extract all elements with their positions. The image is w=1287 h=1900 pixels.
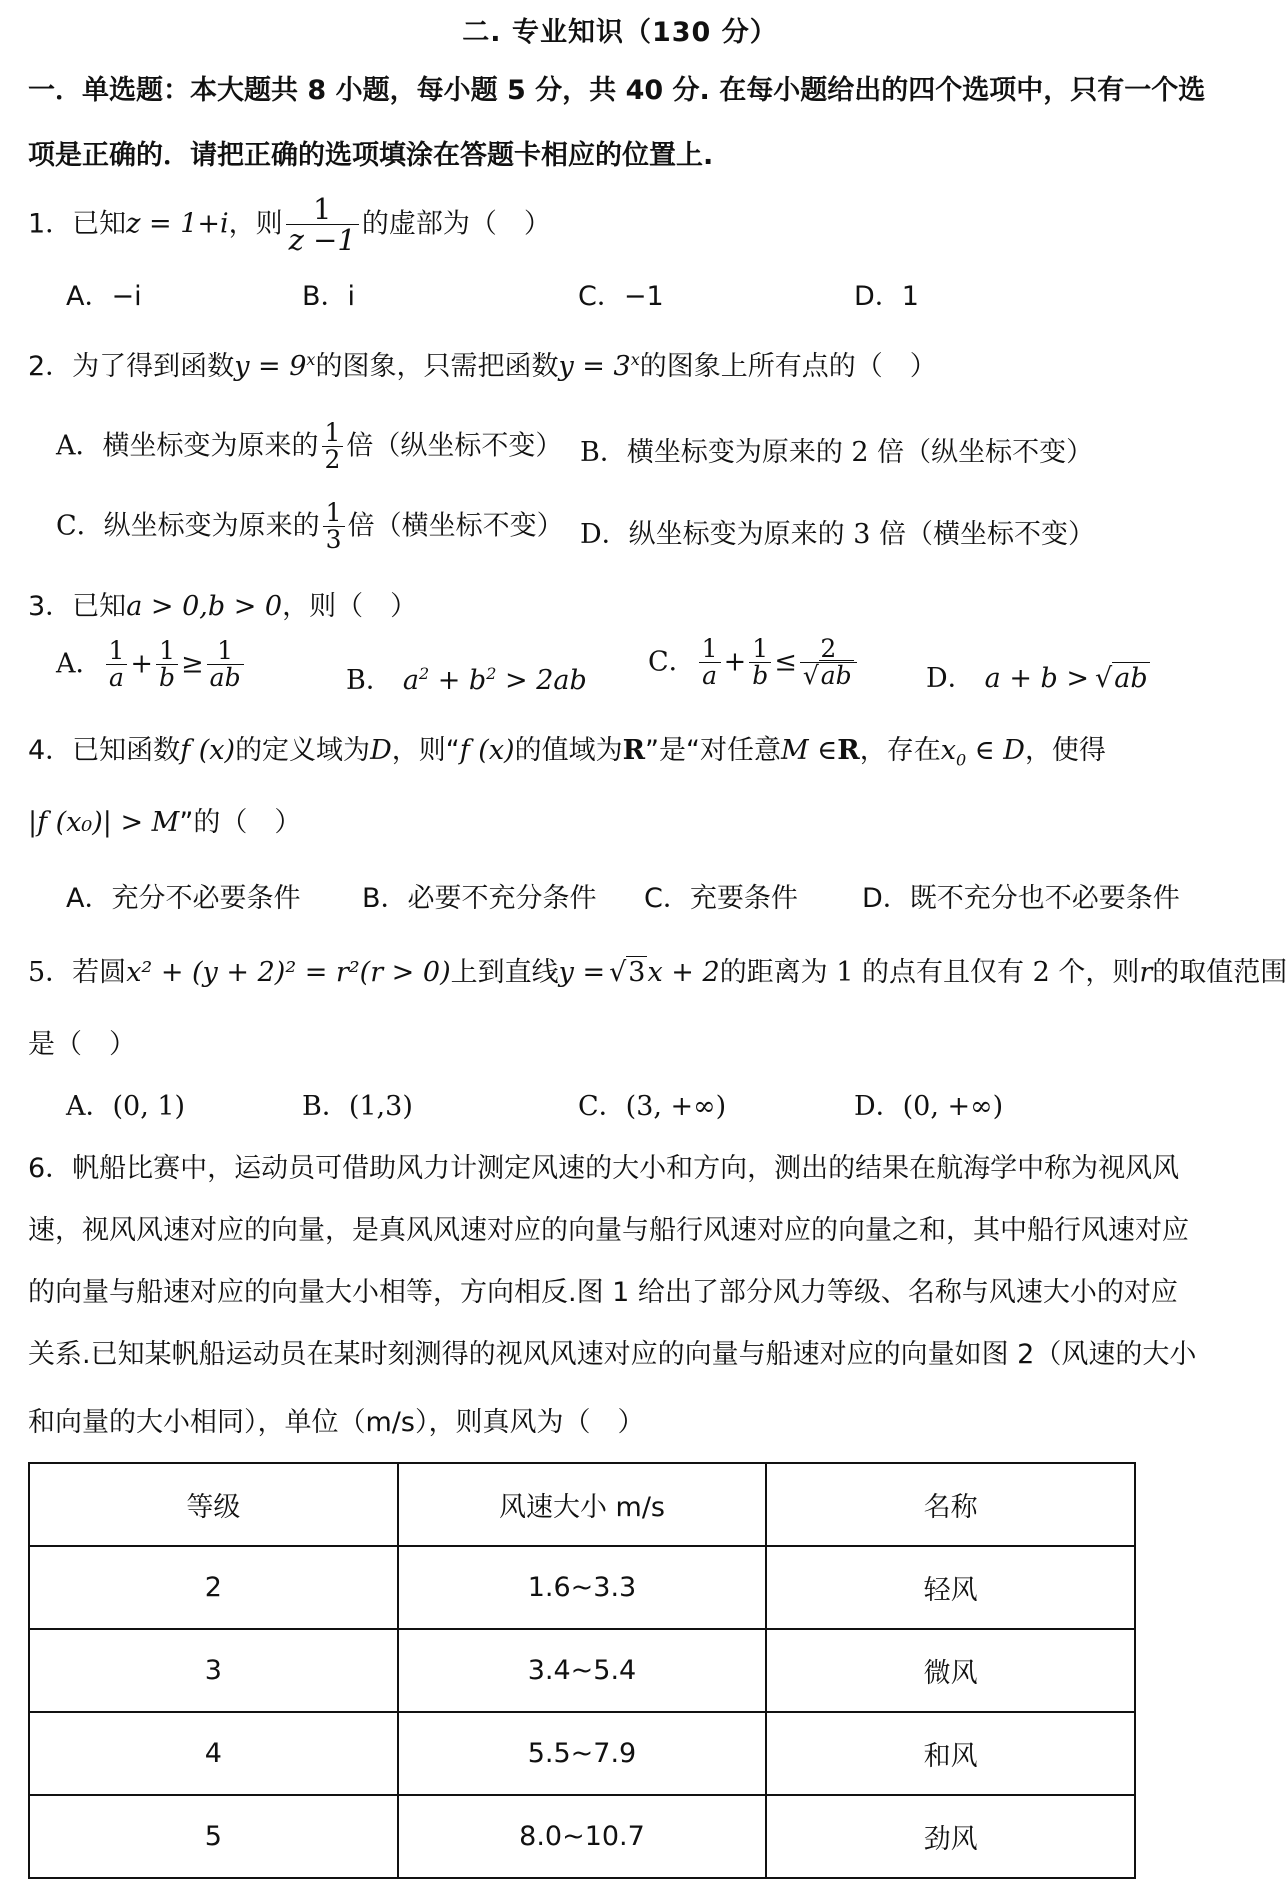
q1-option-d: D．1 [854, 281, 919, 312]
q3-suffix: ，则（ ） [282, 591, 418, 622]
table-header-row [29, 1463, 1135, 1546]
question-6-line-1: 6．帆船比赛中，运动员可借助风力计测定风速的大小和方向，测出的结果在航海学中称为视风风 [28, 1153, 1180, 1184]
q1-suffix: 的虚部为（ ） [361, 208, 551, 240]
q3-prefix: 3．已知 [28, 591, 127, 622]
q2-option-b: B．横坐标变为原来的 2 倍（纵坐标不变） [580, 437, 1094, 468]
question-4-line-2: |f (x₀)| > M”的（ ） [28, 807, 302, 838]
q2-prefix: 2．为了得到函数 [28, 351, 235, 382]
q1-frac-denominator: z −1 [288, 223, 356, 258]
q3-option-b: B． $a^2 + b^2 > 2ab$ [346, 664, 587, 696]
q1-mid: ，则 [228, 208, 283, 240]
table-cell: 4 [29, 1712, 398, 1795]
q2-suffix: 的图象上所有点的（ ） [639, 351, 937, 382]
question-6-line-4: 关系.已知某帆船运动员在某时刻测得的视风风速对应的向量与船速对应的向量如图 2（风速的大小 [28, 1339, 1197, 1370]
q5-option-d: D．(0, +∞) [854, 1091, 1004, 1122]
table-row [29, 1546, 1135, 1629]
q1-fraction [286, 194, 359, 256]
table-cell: 1.6~3.3 [398, 1546, 767, 1629]
q3-option-d: D． a + b > √ab [926, 663, 1148, 694]
question-5-line-2: 是（ ） [28, 1029, 136, 1060]
wind-scale-table [28, 1462, 1136, 1879]
q5-circle-equation: x² + (y + 2)² = r²(r > 0) [126, 957, 451, 988]
table-header-cell: 名称 [766, 1463, 1135, 1546]
table-header-cell: 等级 [29, 1463, 398, 1546]
table-row [29, 1795, 1135, 1878]
question-5: 5．若圆x² + (y + 2)² = r²(r > 0)上到直线y = √3x + 2的距离为 1 的点有且仅有 2 个，则r的取值范围 [28, 957, 1287, 988]
q5-option-b: B．(1,3) [302, 1091, 413, 1122]
q2-option-c: C．纵坐标变为原来的 $\frac{1}{3}$ 倍（横坐标不变） [56, 498, 564, 555]
table-cell: 劲风 [766, 1795, 1135, 1878]
q2-option-a-fraction: $\frac{1}{2}$ [322, 420, 344, 474]
table-cell: 5.5~7.9 [398, 1712, 767, 1795]
q1-prefix: 1．已知 [28, 208, 127, 240]
question-3 [28, 584, 417, 623]
q2-mid: 的图象，只需把函数 [315, 351, 559, 382]
q1-option-b: B．i [302, 281, 356, 312]
question-6-line-2: 速，视风风速对应的向量，是真风风速对应的向量与船行风速对应的向量之和，其中船行风速对应 [28, 1215, 1189, 1246]
question-6-line-3: 的向量与船速对应的向量大小相等，方向相反.图 1 给出了部分风力等级、名称与风速大小的对应 [28, 1277, 1178, 1308]
table-cell: 5 [29, 1795, 398, 1878]
question-6-line-5: 和向量的大小相同），单位（m/s），则真风为（ ） [28, 1407, 645, 1438]
table-header-cell: 风速大小 m/s [398, 1463, 767, 1546]
question-4: 4．已知函数f (x)的定义域为D，则“f (x)的值域为R”是“对任意M ∈R，存在$x_0$ ∈ D，使得 [28, 735, 1106, 770]
table-cell: 轻风 [766, 1546, 1135, 1629]
q4-option-a: A．充分不必要条件 [66, 883, 301, 914]
q4-option-b: B．必要不充分条件 [362, 883, 597, 914]
q3-option-c: C． $\frac{1}{a}$ + $\frac{1}{b}$ ≤ $\frac{2}{√ab}$ [648, 636, 860, 690]
table-row [29, 1629, 1135, 1712]
table-cell: 和风 [766, 1712, 1135, 1795]
instructions-line-1: 一．单选题：本大题共 8 小题，每小题 5 分，共 40 分. 在每小题给出的四个选项中，只有一个选 [28, 75, 1206, 106]
q3-option-a: A． $\frac{1}{a}$ + $\frac{1}{b}$ ≥ $\frac{1}{ab}$ [56, 638, 247, 692]
q4-inequality: |f (x₀)| > M [28, 807, 180, 838]
q1-frac-numerator: 1 [286, 194, 359, 225]
q5-option-a: A．(0, 1) [66, 1091, 186, 1122]
q1-option-c: C．−1 [578, 281, 664, 312]
q1-condition: z = 1+i [126, 208, 229, 240]
table-cell: 微风 [766, 1629, 1135, 1712]
question-1 [28, 194, 551, 256]
q4-option-c: C．充要条件 [644, 883, 798, 914]
q2-func-1: $y = 9^x$ [234, 350, 316, 382]
q2-func-2: $y = 3^x$ [558, 350, 640, 382]
q2-option-d: D．纵坐标变为原来的 3 倍（横坐标不变） [580, 519, 1095, 550]
table-cell: 3 [29, 1629, 398, 1712]
q4-option-d: D．既不充分也不必要条件 [862, 883, 1180, 914]
q2-option-a: A．横坐标变为原来的 $\frac{1}{2}$ 倍（纵坐标不变） [56, 418, 563, 475]
section-title: 二. 专业知识（130 分） [462, 17, 778, 48]
q2-option-c-fraction: $\frac{1}{3}$ [323, 500, 345, 554]
instructions-line-2: 项是正确的．请把正确的选项填涂在答题卡相应的位置上. [28, 140, 714, 171]
table-row [29, 1712, 1135, 1795]
table-cell: 3.4~5.4 [398, 1629, 767, 1712]
table-cell: 8.0~10.7 [398, 1795, 767, 1878]
q5-option-c: C．(3, +∞) [578, 1091, 727, 1122]
question-2 [28, 344, 937, 383]
q1-option-a: A．−i [66, 281, 142, 312]
table-cell: 2 [29, 1546, 398, 1629]
q3-condition: a > 0,b > 0 [126, 591, 283, 622]
